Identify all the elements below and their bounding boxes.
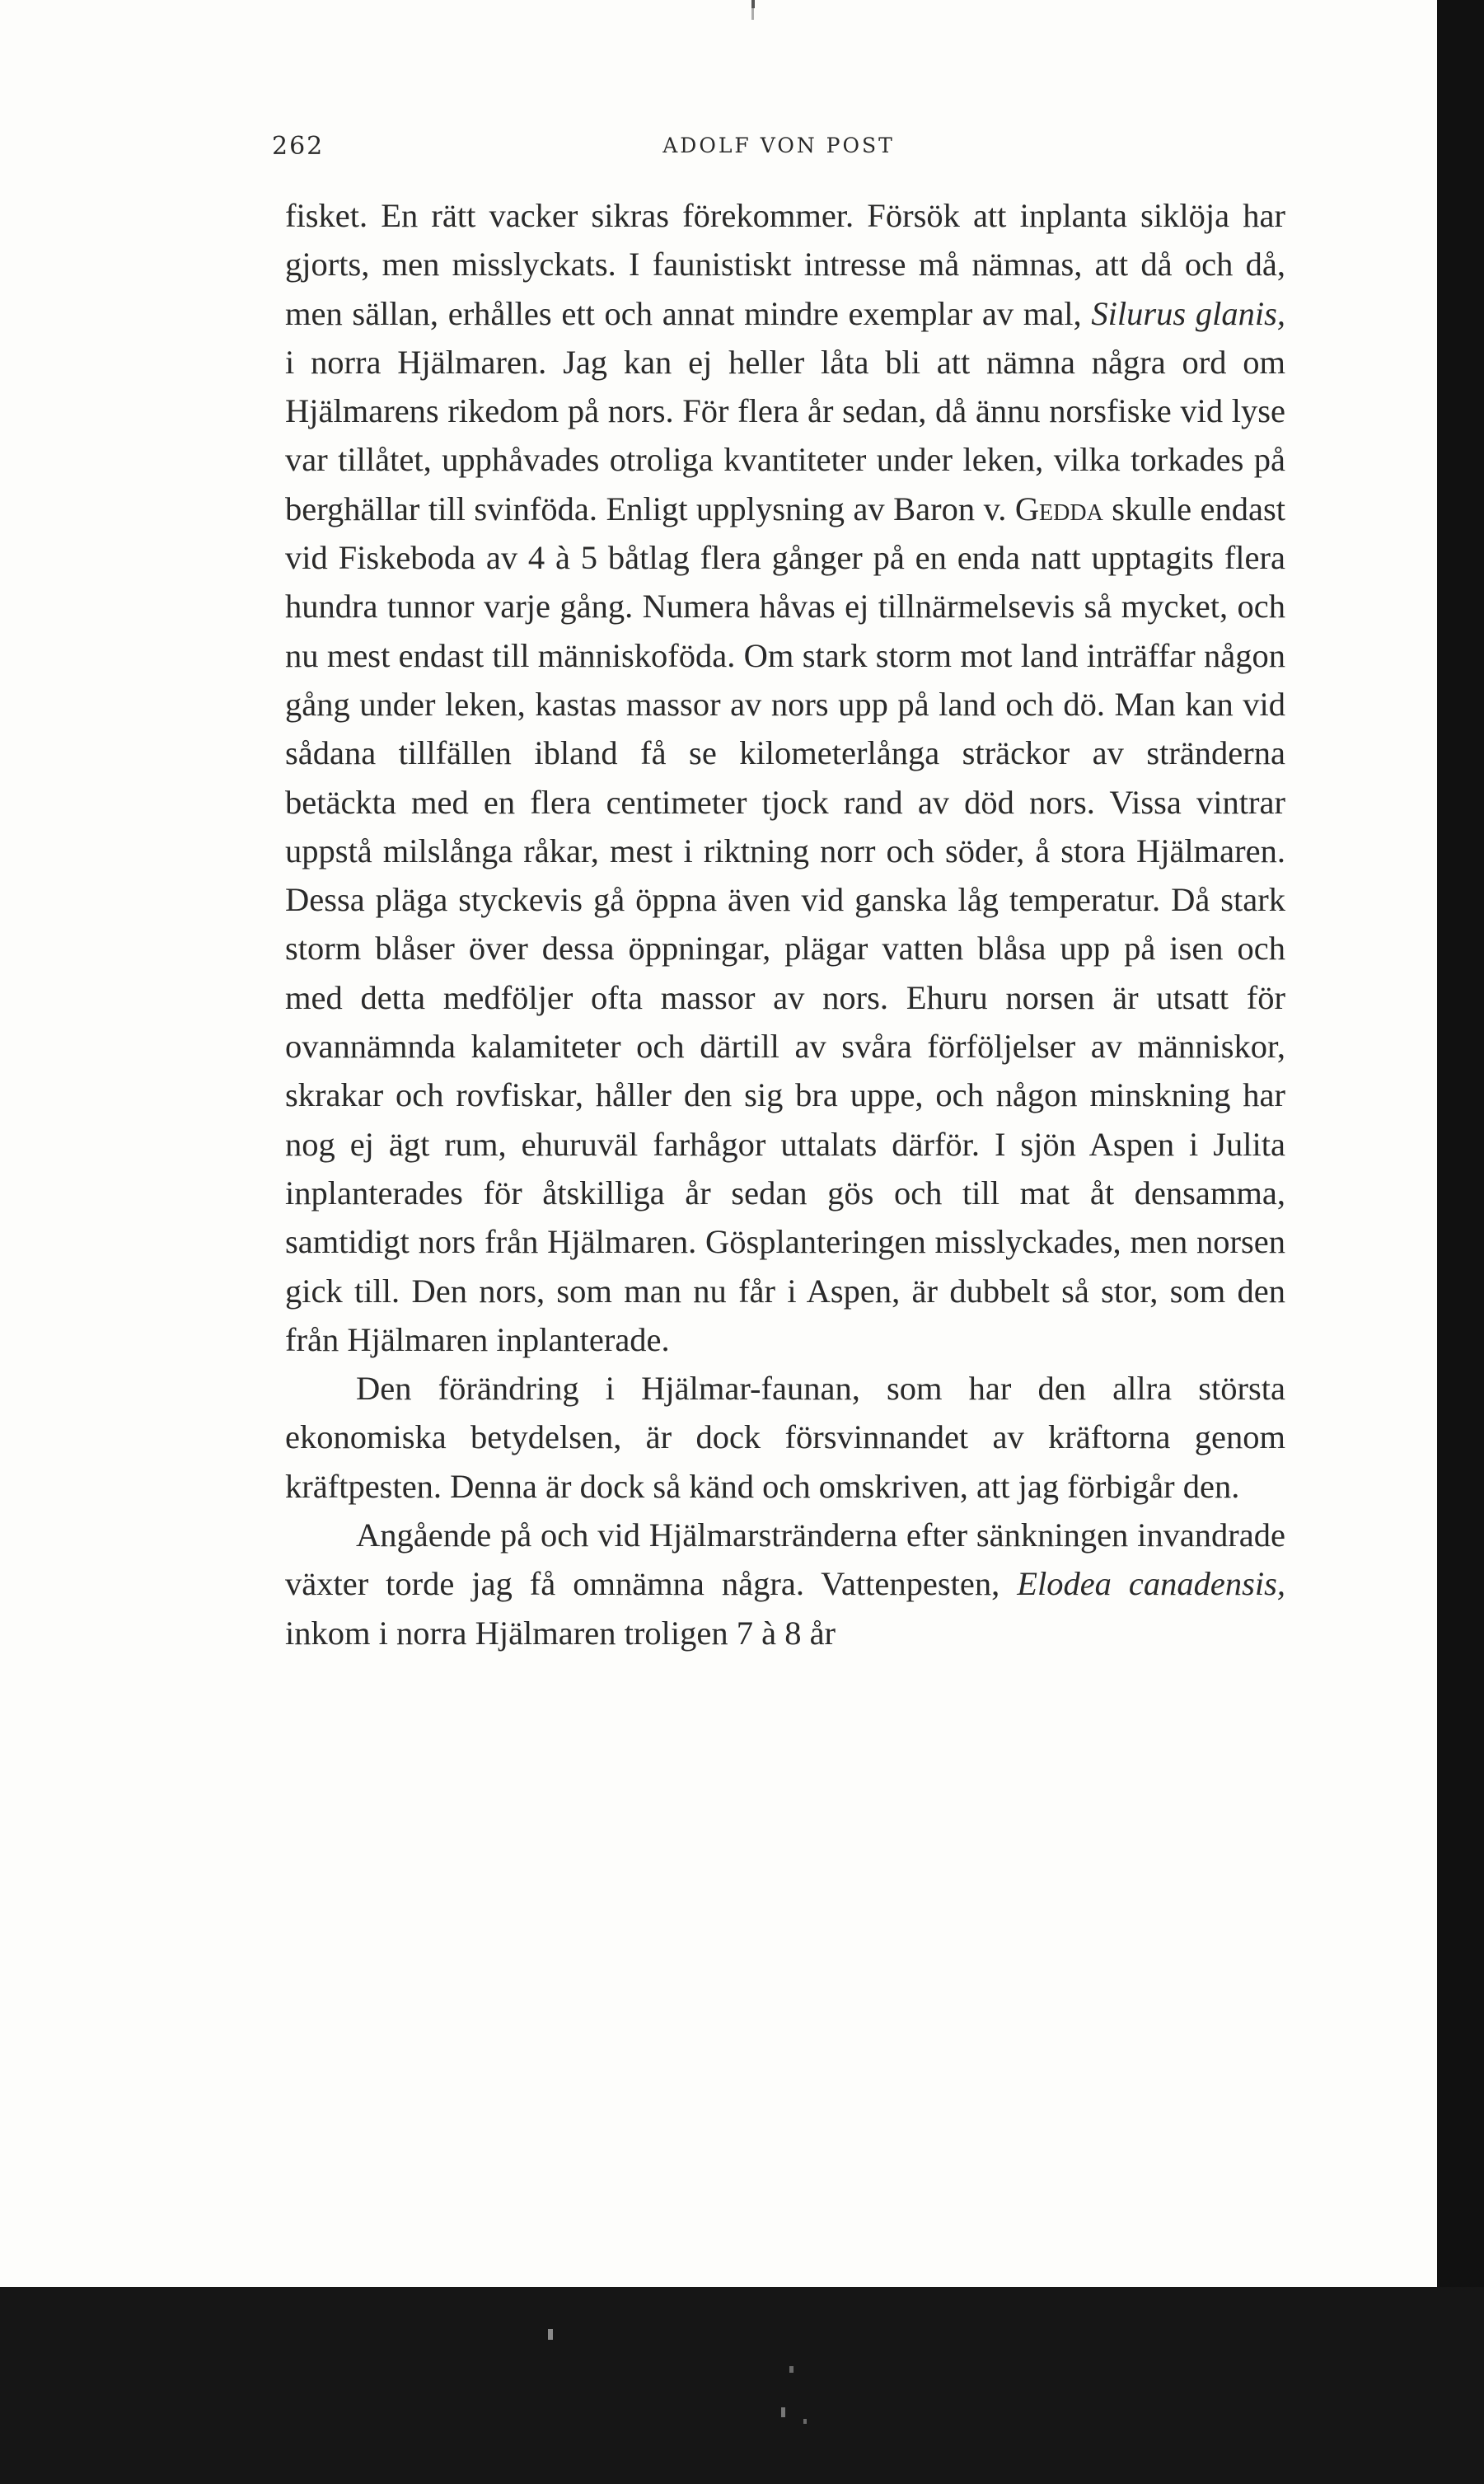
running-title: ADOLF VON POST [662, 134, 895, 157]
text-segment: inkom i norra Hjälmaren troligen 7 à 8 år [285, 1614, 836, 1652]
italic-term: Silurus glanis, [1091, 294, 1285, 332]
text-segment: i norra Hjälmaren. Jag kan ej heller låta bli att nämna några ord om Hjälmarens rikedom på nors. För flera år sedan, då ännu norsfiske vid lyse var tillåtet, upphåvades otroliga kvantiteter under leken, vilka torkades på berghällar till svinföda. Enligt upplysning av Baron v. [285, 343, 1285, 527]
text-segment: fisket. En rätt vacker sikras förekommer. Försök att inplanta siklöja har gjorts, men misslyckats. I faunistiskt intresse må nämnas, att då och då, men sällan, erhålles ett och annat mindre exemplar av mal, [285, 197, 1285, 332]
page-number: 262 [272, 132, 325, 161]
italic-term: Elodea canadensis, [1017, 1565, 1285, 1603]
body-text [285, 191, 1285, 1657]
paragraph [285, 1511, 1285, 1657]
paragraph [285, 191, 1285, 1364]
text-segment: Angående på och vid Hjälmarstränderna efter sänkningen invandrade växter torde jag få omnämna några. Vattenpesten, [285, 1516, 1285, 1603]
paragraph [285, 1364, 1285, 1511]
text-segment: Den förändring i Hjälmar-faunan, som har den allra största ekonomiska betydelsen, är dock försvinnandet av kräftorna genom kräftpesten. Denna är dock så känd och omskriven, att jag förbigår den. [285, 1370, 1285, 1505]
text-segment: skulle endast vid Fiskeboda av 4 à 5 båtlag flera gånger på en enda natt upptagits flera hundra tunnor varje gång. Numera håvas ej tillnärmelsevis så mycket, och nu mest endast till människoföda. Om stark storm mot land inträffar någon gång under leken, kastas massor av nors upp på land och dö. Man kan vid sådana tillfällen ibland få se kilometerlånga sträckor av stränderna betäckta med en flera centimeter tjock rand av död nors. Vissa vintrar uppstå milslånga råkar, mest i riktning norr och söder, å stora Hjälmaren. Dessa pläga styckevis gå öppna även vid ganska låg temperatur. Då stark storm blåser över dessa öppningar, plägar vatten blåsa upp på isen och med detta medföljer ofta massor av nors. Ehuru norsen är utsatt för ovannämnda kalamiteter och därtill av svåra förföljelser av människor, skrakar och rovfiskar, håller den sig bra uppe, och någon minskning har nog ej ägt rum, ehuruväl farhågor uttalats därför. I sjön Aspen i Julita inplanterades för åtskilliga år sedan gös och till mat åt densamma, samtidigt nors från Hjälmaren. Gösplanteringen misslyckades, men norsen gick till. Den nors, som man nu får i Aspen, är dubbelt så stor, som den från Hjälmaren inplanterade. [285, 490, 1285, 1358]
smallcaps-name: Gedda [1014, 490, 1103, 527]
running-header [272, 132, 1285, 165]
